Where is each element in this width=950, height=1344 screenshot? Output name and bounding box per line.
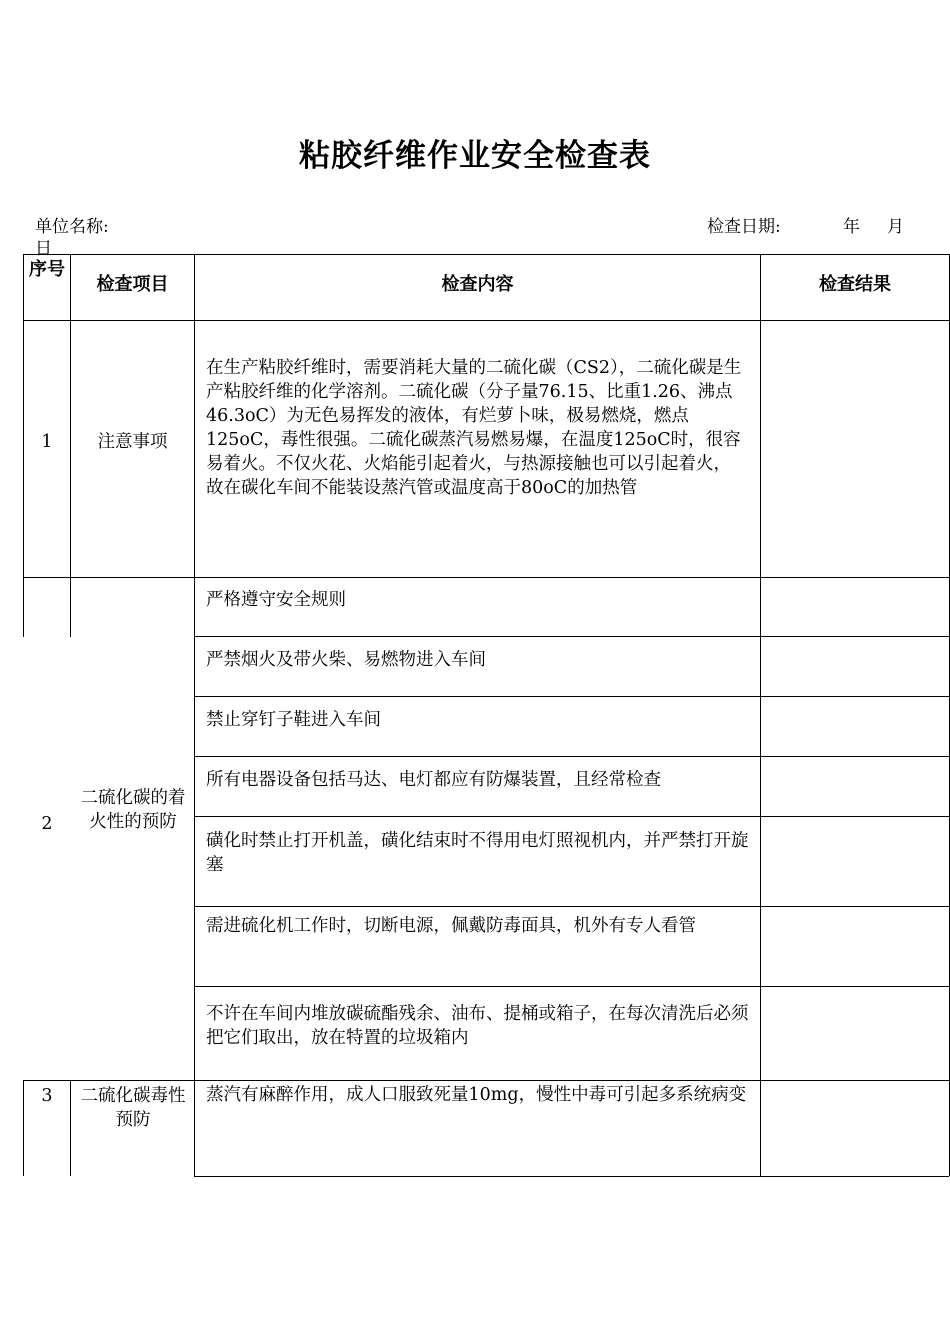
header-content: 检查内容: [441, 274, 514, 295]
table-border: [23, 254, 949, 255]
table-divider: [23, 320, 949, 321]
table-divider: [23, 577, 949, 578]
row-number: 3: [41, 1086, 53, 1106]
check-content: 严禁烟火及带火柴、易燃物进入车间: [206, 650, 486, 670]
row-number: 1: [41, 432, 53, 452]
header-item: 检查项目: [96, 274, 169, 295]
table-divider: [194, 906, 949, 907]
table-border: [194, 1176, 949, 1177]
table-divider: [23, 1080, 949, 1081]
check-content: 严格遵守安全规则: [206, 590, 346, 610]
check-content: 磺化时禁止打开机盖，磺化结束时不得用电灯照视机内，并严禁打开旋塞: [206, 831, 749, 875]
date-month-label: 月: [887, 217, 904, 237]
check-content: 在生产粘胶纤维时，需要消耗大量的二硫化碳（CS2），二硫化碳是生产粘胶纤维的化学溶剂。二硫化碳（分子量76.15、比重1.26、沸点46.3oC）为无色易挥发的液体，有烂萝卜味，极易燃烧，燃点125oC，毒性很强。二硫化碳蒸汽易燃易爆，在温度125oC时，很容易着火。不仅火花、火焰能引起着火，与热源接触也可以引起着火，故在碳化车间不能装设蒸汽管或温度高于80oC的加热管: [206, 358, 742, 498]
document-title: 粘胶纤维作业安全检查表: [299, 138, 651, 174]
table-divider: [70, 1080, 71, 1176]
check-content: 所有电器设备包括马达、电灯都应有防爆装置，且经常检查: [206, 770, 661, 790]
table-divider: [194, 254, 195, 1176]
check-item: 二硫化碳毒性预防: [80, 1086, 186, 1130]
table-divider: [194, 636, 949, 637]
check-item: 注意事项: [97, 432, 168, 452]
row-number: 2: [41, 814, 53, 834]
check-content: 蒸汽有麻醉作用，成人口服致死量10mg，慢性中毒可引起多系统病变: [206, 1085, 747, 1105]
table-divider: [194, 986, 949, 987]
header-result: 检查结果: [819, 274, 891, 295]
unit-name-label: 单位名称:: [35, 217, 109, 237]
check-content: 需进硫化机工作时，切断电源，佩戴防毒面具，机外有专人看管: [206, 916, 696, 936]
table-divider: [760, 254, 761, 1176]
check-content: 禁止穿钉子鞋进入车间: [206, 710, 381, 730]
check-date-label: 检查日期:: [707, 217, 781, 237]
table-divider: [194, 756, 949, 757]
table-divider: [194, 816, 949, 817]
check-content: 不许在车间内堆放碳硫酯残余、油布、提桶或箱子，在每次清洗后必须把它们取出，放在特置的垃圾箱内: [206, 1004, 749, 1048]
table-divider: [194, 696, 949, 697]
header-no: 序号: [29, 259, 65, 280]
check-item: 二硫化碳的着火性的预防: [80, 788, 186, 832]
date-year-label: 年: [843, 217, 860, 237]
date-day-label: 日: [35, 239, 52, 259]
